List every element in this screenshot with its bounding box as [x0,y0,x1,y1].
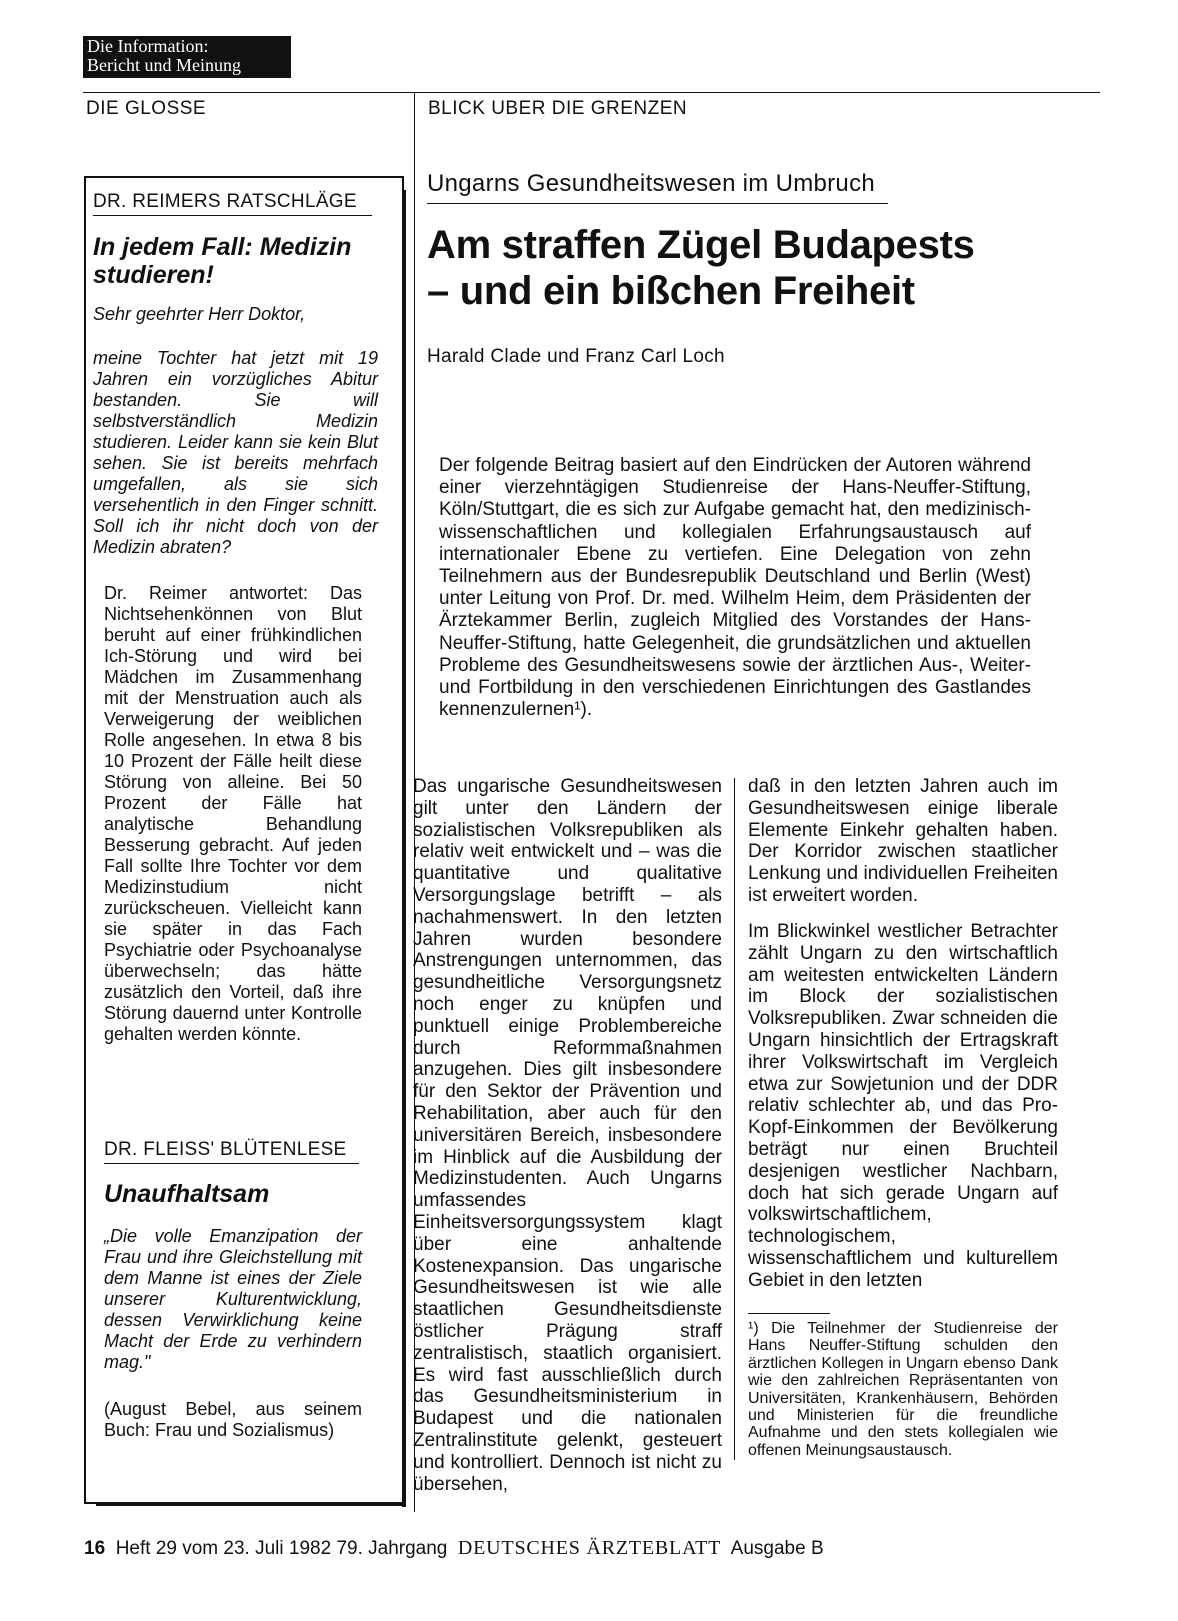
article-body-col2-p2: Im Blickwinkel westlicher Betrachter zählt Ungarn zu den wirtschaftlich am weitesten entwickelten Ländern im Block der sozialistischen Volksrepubliken. Zwar schneiden die Ungarn hinsichtlich der Ertragskraft ihrer Volkswirtschaft im Vergleich etwa zur Sowjetunion und der DDR relativ schlechter ab, und das Pro-Kopf-Einkommen der Bevölkerung beträgt nur einen Bruchteil desjenigen westlicher Nachbarn, doch hat sich gerade Ungarn auf volkswirtschaftlichem, technologischem, wissenschaftlichem und kulturellem Gebiet in den letzten [748,921,1058,1291]
footer-journal: DEUTSCHES ÄRZTEBLATT [457,1537,722,1559]
article-body-col1: Das ungarische Gesundheitswesen gilt unter den Ländern der sozialistischen Volksrepubliken als relativ weit entwickelt und – was die quantitative und qualitative Versorgungslage betrifft – als nachahmenswert. In den letzten Jahren wurden besondere Anstrengungen unternommen, das gesundheitliche Versorgungsnetz noch enger zu knüpfen und punktuell einige Problembereiche durch Reformmaßnahmen anzugehen. Dies gilt insbesondere für den Sektor der Prävention und Rehabilitation, aber auch für den universitären Bereich, insbesondere im Hinblick auf die Ausbildung der Medizinstudenten. Auch Ungarns umfassendes Einheitsversorgungssystem klagt über eine anhaltende Kostenexpansion. Das ungarische Gesundheitswesen ist wie alle staatlichen Gesundheitsdienste östlicher Prägung straff zentralistisch, staatlich organisiert. Es wird fast ausschließlich durch das Gesundheitsministerium in Budapest und die nationalen Zentralinstitute gelenkt, gesteuert und kontrolliert. Dennoch ist nicht zu übersehen, [413,776,722,1495]
article-lead: Der folgende Beitrag basiert auf den Eindrücken der Autoren während einer vierzehntägigen Studienreise der Hans-Neuffer-Stiftung, Köln/Stuttgart, die es sich zur Aufgabe gemacht hat, den medizinisch-wissenschaftlichen und kollegialen Erfahrungsaustausch auf internationaler Ebene zu vertiefen. Eine Delegation von zehn Teilnehmern aus der Bundesrepublik Deutschland und Berlin (West) unter Leitung von Prof. Dr. med. Wilhelm Heim, dem Präsidenten der Ärztekammer Berlin, zugleich Mitglied des Vorstandes der Hans-Neuffer-Stiftung, hatte Gelegenheit, die grundsätzlichen und aktuellen Probleme des Gesundheitswesens sowie der ärztlichen Aus-, Weiter- und Fortbildung in den verschiedenen Einrichtungen des Gastlandes kennenzulernen¹). [439,455,1031,721]
article-col-divider [734,778,735,1460]
glosse-answer: Dr. Reimer antwortet: Das Nichtsehenkönnen von Blut beruht auf einer frühkindlichen Ich-Störung und wird bei Mädchen im Zusammenhang mit der Menstruation auch als Verweigerung der weiblichen Rolle angesehen. In etwa 8 bis 10 Prozent der Fälle heilt diese Störung von alleine. Bei 50 Prozent der Fälle hat analytische Behandlung Besserung gebracht. Auf jeden Fall sollte Ihre Tochter vor dem Medizinstudium nicht zurückscheuen. Vielleicht kann sie später in das Fach Psychiatrie oder Psychoanalyse überwechseln; das hätte zusätzlich den Vorteil, daß ihre Störung dauernd unter Kontrolle gehalten werden könnte. [104,583,362,1044]
glosse-column2-headline: Unaufhaltsam [104,1180,270,1208]
article-footnote: ¹) Die Teilnehmer der Studienreise der Hans Neuffer-Stiftung schulden den ärztlichen Kollegen in Ungarn ebenso Dank wie den zahlreichen Repräsentanten von Universitäten, Krankenhäusern, Behörden und Ministerien für die freundliche Aufnahme und den stets kollegialen wie offenen Meinungsaustausch. [748,1320,1058,1459]
glosse-letter: meine Tochter hat jetzt mit 19 Jahren ein vorzügliches Abitur bestanden. Sie will selbstverständlich Medizin studieren. Leider kann sie kein Blut sehen. Sie ist bereits mehrfach umgefallen, als sie sich versehentlich in den Finger schnitt. Soll ich ihr nicht doch von der Medizin abraten? [93,348,378,557]
glosse-quote: „Die volle Emanzipation der Frau und ihre Gleichstellung mit dem Manne ist eines der Ziele unserer Kulturentwicklung, dessen Verwirklichung keine Macht der Erde zu verhindern mag." [104,1226,362,1372]
glosse-column1-headline: In jedem Fall: Medizin studieren! [93,233,352,289]
footer-issue: Heft 29 vom 23. Juli 1982 79. Jahrgang [115,1538,448,1559]
kicker-rule [427,203,888,204]
header-badge-line1: Die Information: [87,36,209,56]
article-body-col2-p1: daß in den letzten Jahren auch im Gesundheitswesen einige liberale Elemente Einkehr gehalten haben. Der Korridor zwischen staatlicher Lenkung und individuellen Freiheiten ist erweitert worden. [748,776,1058,906]
right-section-title: BLICK UBER DIE GRENZEN [428,98,688,119]
article-authors: Harald Clade und Franz Carl Loch [427,346,725,367]
glosse-salutation: Sehr geehrter Herr Doktor, [93,304,306,324]
article-kicker: Ungarns Gesundheitswesen im Umbruch [427,170,876,197]
headline-line1: Am straffen Zügel Budapests [427,223,975,267]
glosse-quote-source: (August Bebel, aus seinem Buch: Frau und Sozialismus) [104,1399,362,1440]
left-section-title: DIE GLOSSE [86,98,207,119]
page-footer [84,1537,824,1560]
article-headline [427,222,1067,314]
footnote-rule [748,1313,830,1314]
footer-edition: Ausgabe B [730,1538,824,1559]
header-badge [83,36,291,78]
top-rule [83,92,1100,93]
glosse-column1-title: DR. REIMERS RATSCHLÄGE [93,191,372,216]
header-badge-line2: Bericht und Meinung [87,55,241,75]
page-number: 16 [84,1538,106,1559]
glosse-column2-title: DR. FLEISS' BLÜTENLESE [104,1139,359,1164]
headline-line2: – und ein bißchen Freiheit [427,269,915,313]
